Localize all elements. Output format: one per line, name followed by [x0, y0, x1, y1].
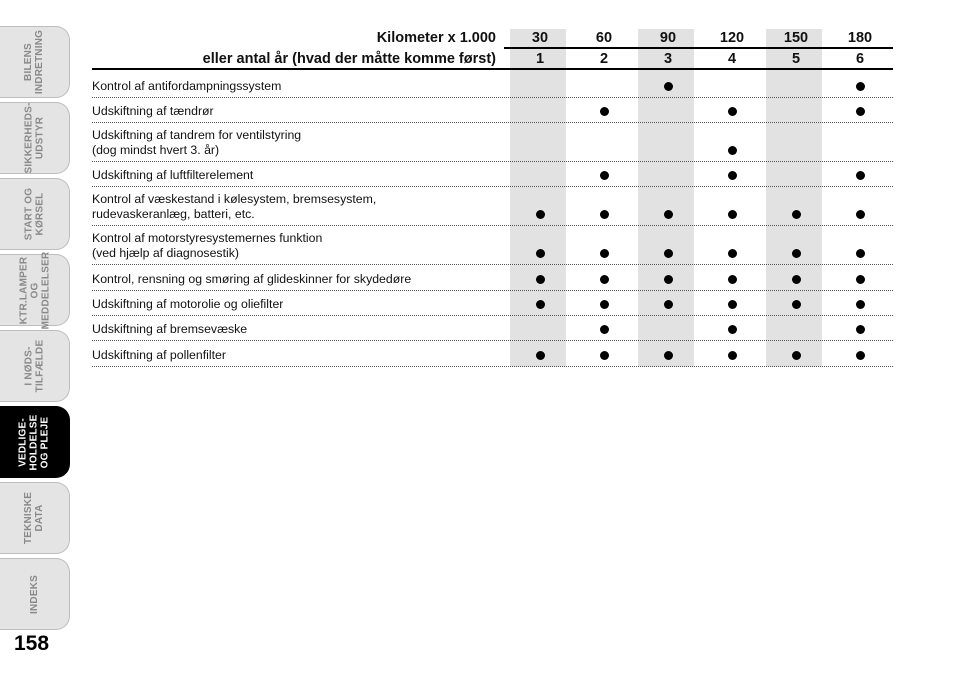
chapter-tab-6[interactable]: [0, 406, 70, 478]
table-row: [92, 162, 893, 187]
service-mark-dot: [664, 82, 673, 91]
service-mark-dot: [600, 171, 609, 180]
chapter-tab-8[interactable]: [0, 558, 70, 630]
service-mark-dot: [664, 210, 673, 219]
table-row: [92, 291, 893, 316]
table-row: [92, 341, 893, 367]
chapter-tab-label: TEKNISKE DATA: [23, 491, 46, 545]
service-mark-dot: [728, 275, 737, 284]
page-number: 158: [14, 632, 50, 655]
service-mark-dot: [728, 351, 737, 360]
row-label: Kontrol, rensning og smøring af glideskinner for skydedøre: [92, 272, 412, 286]
km-column-header: 90: [659, 30, 677, 46]
service-mark-dot: [792, 210, 801, 219]
chapter-tab-2[interactable]: [0, 102, 70, 174]
service-mark-dot: [856, 249, 865, 258]
service-mark-dot: [856, 275, 865, 284]
years-header-label: eller antal år (hvad der måtte komme først): [202, 51, 496, 67]
row-label: Kontrol af motorstyresystemernes funktion (ved hjælp af diagnosestik): [92, 231, 323, 260]
service-mark-dot: [536, 210, 545, 219]
row-label: Udskiftning af motorolie og oliefilter: [92, 297, 284, 311]
chapter-tab-label: KTR.LAMPER OG MEDDELELSER: [18, 251, 52, 329]
service-mark-dot: [792, 275, 801, 284]
km-column-header: 30: [531, 30, 549, 46]
service-mark-dot: [856, 171, 865, 180]
years-column-header: 1: [535, 51, 545, 67]
service-mark-dot: [536, 300, 545, 309]
table-row: [92, 187, 893, 226]
service-mark-dot: [792, 351, 801, 360]
chapter-tab-label: START OG KØRSEL: [23, 187, 46, 241]
chapter-tab-label: I NØDS- TILFÆLDE: [23, 339, 46, 393]
service-mark-dot: [856, 325, 865, 334]
header-bottom-rule: [92, 68, 893, 70]
service-mark-dot: [600, 249, 609, 258]
service-mark-dot: [536, 249, 545, 258]
chapter-tab-3[interactable]: [0, 178, 70, 250]
years-column-header: 2: [599, 51, 609, 67]
chapter-tab-label: INDEKS: [28, 574, 40, 614]
service-mark-dot: [792, 249, 801, 258]
service-mark-dot: [536, 275, 545, 284]
service-mark-dot: [856, 351, 865, 360]
km-column-header: 120: [719, 30, 745, 46]
service-mark-dot: [728, 146, 737, 155]
chapter-tab-4[interactable]: [0, 251, 70, 329]
service-mark-dot: [600, 275, 609, 284]
table-row: [92, 316, 893, 341]
service-mark-dot: [600, 107, 609, 116]
service-mark-dot: [728, 325, 737, 334]
service-mark-dot: [664, 249, 673, 258]
service-mark-dot: [728, 249, 737, 258]
chapter-tab-5[interactable]: [0, 330, 70, 402]
row-label: Udskiftning af tandrem for ventilstyring (dog mindst hvert 3. år): [92, 128, 302, 157]
years-column-header: 4: [727, 51, 737, 67]
service-mark-dot: [856, 82, 865, 91]
service-mark-dot: [728, 107, 737, 116]
service-mark-dot: [728, 210, 737, 219]
service-mark-dot: [600, 351, 609, 360]
service-mark-dot: [664, 351, 673, 360]
chapter-tab-1[interactable]: [0, 26, 70, 98]
table-row: [92, 98, 893, 123]
service-mark-dot: [600, 300, 609, 309]
service-mark-dot: [664, 275, 673, 284]
years-column-header: 5: [791, 51, 801, 67]
row-label: Udskiftning af pollenfilter: [92, 348, 226, 362]
table-row: [92, 265, 893, 291]
service-mark-dot: [856, 210, 865, 219]
table-row: [92, 72, 893, 98]
service-mark-dot: [728, 171, 737, 180]
years-column-header: 3: [663, 51, 673, 67]
chapter-tab-label: VEDLIGE- HOLDELSE OG PLEJE: [18, 413, 51, 471]
km-header-label: Kilometer x 1.000: [376, 30, 496, 46]
row-label: Kontrol af antifordampningssystem: [92, 79, 282, 93]
service-mark-dot: [536, 351, 545, 360]
table-row: [92, 226, 893, 265]
row-label: Udskiftning af tændrør: [92, 104, 214, 118]
service-mark-dot: [792, 300, 801, 309]
chapter-tab-label: BILENS INDRETNING: [23, 29, 46, 95]
km-column-header: 180: [847, 30, 873, 46]
service-mark-dot: [856, 107, 865, 116]
row-label: Udskiftning af bremsevæske: [92, 322, 248, 336]
service-mark-dot: [728, 300, 737, 309]
service-mark-dot: [600, 325, 609, 334]
km-column-header: 150: [783, 30, 809, 46]
chapter-tab-7[interactable]: [0, 482, 70, 554]
service-mark-dot: [856, 300, 865, 309]
chapter-tab-label: SIKKERHEDS- UDSTYR: [23, 102, 46, 174]
km-column-header: 60: [595, 30, 613, 46]
service-mark-dot: [664, 300, 673, 309]
service-mark-dot: [600, 210, 609, 219]
header-divider: [504, 47, 893, 49]
years-column-header: 6: [855, 51, 865, 67]
table-row: [92, 123, 893, 162]
row-label: Udskiftning af luftfilterelement: [92, 168, 254, 182]
row-label: Kontrol af væskestand i kølesystem, bremsesystem, rudevaskeranlæg, batteri, etc.: [92, 192, 377, 221]
